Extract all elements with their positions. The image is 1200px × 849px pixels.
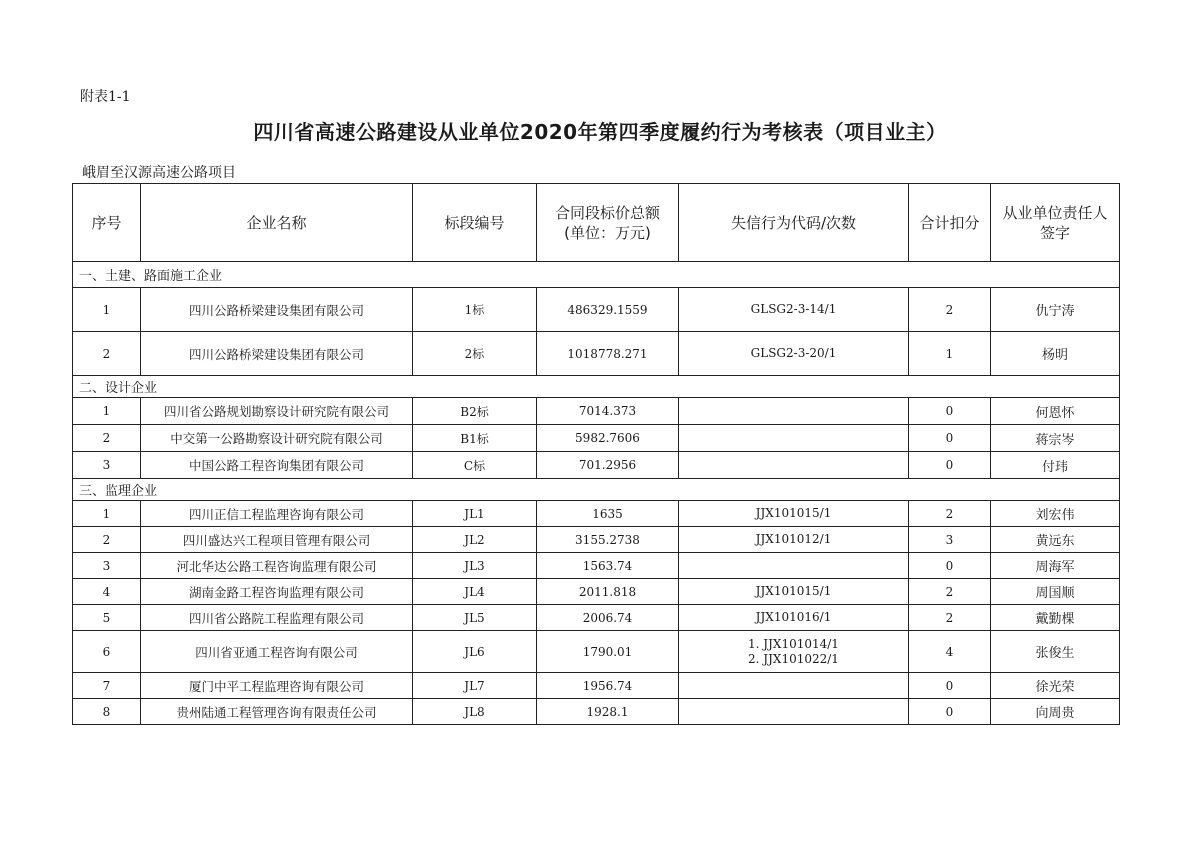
cell-sign: 周国顺 <box>991 579 1120 605</box>
sign-header-line2: 签字 <box>1039 223 1070 242</box>
cell-amount: 1956.74 <box>537 673 679 699</box>
cell-code: GLSG2-3-20/1 <box>679 332 909 376</box>
cell-amount: 2011.818 <box>537 579 679 605</box>
cell-company: 四川正信工程监理咨询有限公司 <box>141 501 413 527</box>
cell-code <box>679 631 909 673</box>
cell-sign: 仇宁涛 <box>991 288 1120 332</box>
cell-no: 8 <box>73 699 141 725</box>
cell-code <box>679 553 909 579</box>
cell-amount: 3155.2738 <box>537 527 679 553</box>
table-row <box>73 288 1120 332</box>
cell-deduct: 2 <box>909 288 991 332</box>
cell-amount: 1790.01 <box>537 631 679 673</box>
table-row <box>73 425 1120 452</box>
cell-company: 河北华达公路工程咨询监理有限公司 <box>141 553 413 579</box>
column-header-no: 序号 <box>73 184 141 262</box>
code-line-1: 1. JJX101014/1 <box>748 636 839 651</box>
column-header-sign <box>991 184 1120 262</box>
section-row <box>73 376 1120 398</box>
cell-section: JL7 <box>413 673 537 699</box>
cell-amount: 1635 <box>537 501 679 527</box>
cell-company: 贵州陆通工程管理咨询有限责任公司 <box>141 699 413 725</box>
cell-section: JL4 <box>413 579 537 605</box>
cell-deduct: 2 <box>909 501 991 527</box>
cell-section: JL3 <box>413 553 537 579</box>
cell-amount: 1018778.271 <box>537 332 679 376</box>
cell-company: 中交第一公路勘察设计研究院有限公司 <box>141 425 413 452</box>
cell-section: JL5 <box>413 605 537 631</box>
cell-sign: 向周贵 <box>991 699 1120 725</box>
cell-company: 厦门中平工程监理咨询有限公司 <box>141 673 413 699</box>
cell-section: JL2 <box>413 527 537 553</box>
cell-amount: 5982.7606 <box>537 425 679 452</box>
table-row <box>73 631 1120 673</box>
cell-no: 7 <box>73 673 141 699</box>
amount-header-line2: (单位：万元) <box>564 223 651 242</box>
cell-sign: 蒋宗岑 <box>991 425 1120 452</box>
cell-deduct: 0 <box>909 673 991 699</box>
cell-company: 四川省亚通工程咨询有限公司 <box>141 631 413 673</box>
cell-amount: 1563.74 <box>537 553 679 579</box>
cell-no: 4 <box>73 579 141 605</box>
table-row <box>73 553 1120 579</box>
cell-section: C标 <box>413 452 537 479</box>
cell-company: 中国公路工程咨询集团有限公司 <box>141 452 413 479</box>
cell-no: 5 <box>73 605 141 631</box>
cell-sign: 何恩怀 <box>991 398 1120 425</box>
cell-section: 2标 <box>413 332 537 376</box>
cell-sign: 戴勤棵 <box>991 605 1120 631</box>
section-row <box>73 262 1120 288</box>
cell-section: JL6 <box>413 631 537 673</box>
page-title: 四川省高速公路建设从业单位2020年第四季度履约行为考核表（项目业主） <box>253 120 947 144</box>
cell-deduct: 3 <box>909 527 991 553</box>
cell-sign: 杨明 <box>991 332 1120 376</box>
column-header-company: 企业名称 <box>141 184 413 262</box>
cell-amount: 1928.1 <box>537 699 679 725</box>
table-row <box>73 699 1120 725</box>
cell-code: JJX101012/1 <box>679 527 909 553</box>
table-row <box>73 605 1120 631</box>
section-label: 一、土建、路面施工企业 <box>73 262 1120 288</box>
cell-no: 2 <box>73 527 141 553</box>
table-row <box>73 398 1120 425</box>
table-row <box>73 527 1120 553</box>
cell-section: JL1 <box>413 501 537 527</box>
section-row <box>73 479 1120 501</box>
cell-no: 2 <box>73 332 141 376</box>
table-body <box>73 262 1120 725</box>
cell-company: 四川盛达兴工程项目管理有限公司 <box>141 527 413 553</box>
cell-section: B1标 <box>413 425 537 452</box>
sign-header-line1: 从业单位责任人 <box>1002 203 1108 222</box>
project-name: 峨眉至汉源高速公路项目 <box>82 165 236 181</box>
table-row <box>73 452 1120 479</box>
cell-no: 1 <box>73 501 141 527</box>
cell-code <box>679 673 909 699</box>
column-header-amount <box>537 184 679 262</box>
cell-sign: 张俊生 <box>991 631 1120 673</box>
cell-section: 1标 <box>413 288 537 332</box>
table-row <box>73 501 1120 527</box>
cell-sign: 付玮 <box>991 452 1120 479</box>
cell-section: JL8 <box>413 699 537 725</box>
cell-deduct: 1 <box>909 332 991 376</box>
cell-deduct: 2 <box>909 605 991 631</box>
cell-sign: 徐光荣 <box>991 673 1120 699</box>
cell-deduct: 0 <box>909 398 991 425</box>
section-label: 三、监理企业 <box>73 479 1120 501</box>
cell-amount: 701.2956 <box>537 452 679 479</box>
column-header-deduct: 合计扣分 <box>909 184 991 262</box>
cell-code: JJX101015/1 <box>679 579 909 605</box>
cell-no: 1 <box>73 288 141 332</box>
table-row <box>73 673 1120 699</box>
amount-header-line1: 合同段标价总额 <box>554 203 660 222</box>
column-header-code: 失信行为代码/次数 <box>679 184 909 262</box>
cell-code <box>679 398 909 425</box>
cell-deduct: 0 <box>909 452 991 479</box>
cell-company: 四川省公路院工程监理有限公司 <box>141 605 413 631</box>
cell-deduct: 0 <box>909 425 991 452</box>
cell-no: 2 <box>73 425 141 452</box>
section-label: 二、设计企业 <box>73 376 1120 398</box>
cell-sign: 刘宏伟 <box>991 501 1120 527</box>
cell-no: 1 <box>73 398 141 425</box>
appendix-label: 附表1-1 <box>80 89 131 105</box>
cell-sign: 黄远东 <box>991 527 1120 553</box>
table-row <box>73 579 1120 605</box>
cell-code: JJX101015/1 <box>679 501 909 527</box>
cell-amount: 486329.1559 <box>537 288 679 332</box>
table-row <box>73 332 1120 376</box>
cell-code: JJX101016/1 <box>679 605 909 631</box>
cell-deduct: 2 <box>909 579 991 605</box>
cell-amount: 2006.74 <box>537 605 679 631</box>
table-header-row <box>73 184 1120 262</box>
code-line-2: 2. JJX101022/1 <box>748 651 839 666</box>
cell-company: 湖南金路工程咨询监理有限公司 <box>141 579 413 605</box>
cell-deduct: 0 <box>909 699 991 725</box>
cell-code <box>679 699 909 725</box>
cell-code <box>679 452 909 479</box>
cell-no: 3 <box>73 452 141 479</box>
cell-deduct: 4 <box>909 631 991 673</box>
cell-code <box>679 425 909 452</box>
cell-deduct: 0 <box>909 553 991 579</box>
cell-sign: 周海军 <box>991 553 1120 579</box>
cell-company: 四川公路桥梁建设集团有限公司 <box>141 332 413 376</box>
cell-no: 3 <box>73 553 141 579</box>
cell-no: 6 <box>73 631 141 673</box>
assessment-table <box>72 183 1120 725</box>
cell-amount: 7014.373 <box>537 398 679 425</box>
cell-section: B2标 <box>413 398 537 425</box>
cell-company: 四川公路桥梁建设集团有限公司 <box>141 288 413 332</box>
column-header-section: 标段编号 <box>413 184 537 262</box>
cell-code: GLSG2-3-14/1 <box>679 288 909 332</box>
cell-company: 四川省公路规划勘察设计研究院有限公司 <box>141 398 413 425</box>
